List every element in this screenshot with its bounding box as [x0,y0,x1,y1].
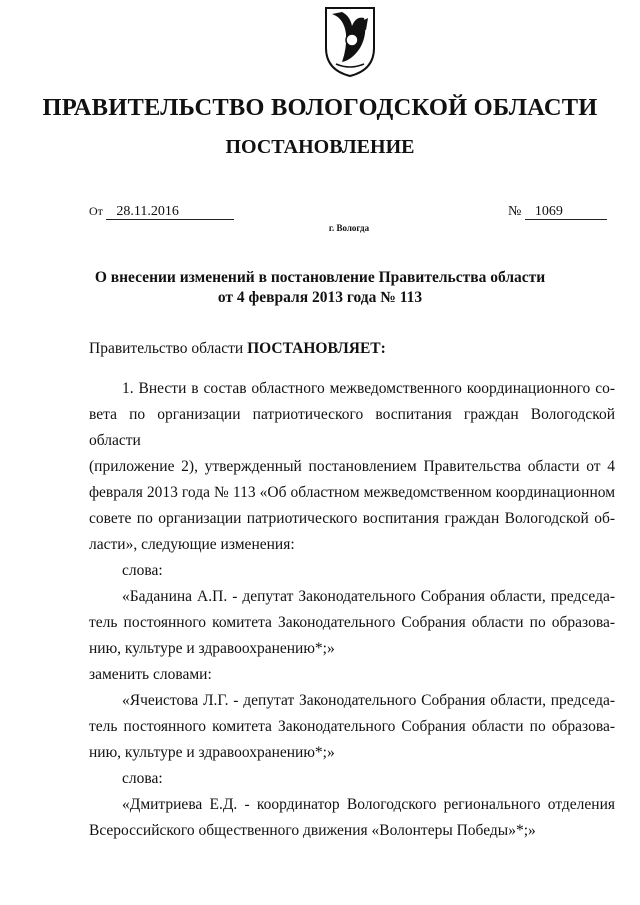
quote-3-line: «Дмитриева Е.Д. - координатор Вологодского регионального отделения [122,796,615,813]
paragraph-1-line: вета по организации патриотического воспитания граждан Вологодской области [89,406,615,449]
document-type: ПОСТАНОВЛЕНИЕ [225,136,415,158]
document-date [89,204,234,220]
quote-2-line: нию, культуре и здравоохранению*;» [89,744,335,761]
paragraph-1-line: ласти», следующие изменения: [89,536,295,553]
subject-line-1: О внесении изменений в постановление Правительства области [94,269,546,286]
number-value: 1069 [525,204,607,220]
quote-3-line: Всероссийского общественного движения «Волонтеры Победы»*;» [89,822,536,839]
subject-line-2: от 4 февраля 2013 года № 113 [217,289,423,306]
resolves-verb: ПОСТАНОВЛЯЕТ: [247,340,386,357]
number-prefix: № [508,204,522,219]
quote-1-line: «Баданина А.П. - депутат Законодательного Собрания области, председа- [122,588,615,605]
city-name: г. Вологда [328,223,370,233]
quote-2-line: «Ячеистова Л.Г. - депутат Законодательного Собрания области, председа- [122,692,615,709]
quote-1-line: нию, культуре и здравоохранению*;» [89,640,335,657]
date-prefix: От [89,204,103,218]
government-title: ПРАВИТЕЛЬСТВО ВОЛОГОДСКОЙ ОБЛАСТИ [42,94,598,121]
words-label: слова: [122,562,163,579]
paragraph-1-line: (приложение 2), утвержденный постановлением Правительства области от 4 [89,458,615,475]
document-body [89,376,615,844]
paragraph-1-line: совете по организации патриотического воспитания граждан Вологодской об- [89,510,615,527]
paragraph-1-line: 1. Внести в состав областного межведомственного координационного со- [122,380,615,397]
paragraph-1-line: февраля 2013 года № 113 «Об областном межведомственном координационном [89,484,615,501]
coat-of-arms-icon [322,4,378,80]
resolves-prefix: Правительство области [89,340,244,357]
quote-1-line: тель постоянного комитета Законодательного Собрания области по образова- [89,614,615,631]
date-value: 28.11.2016 [106,204,234,220]
resolves-clause [89,340,386,358]
words-label: слова: [122,770,163,787]
document-subject [0,268,640,308]
document-number [508,204,607,220]
replace-label: заменить словами: [89,666,212,683]
quote-2-line: тель постоянного комитета Законодательного Собрания области по образова- [89,718,615,735]
